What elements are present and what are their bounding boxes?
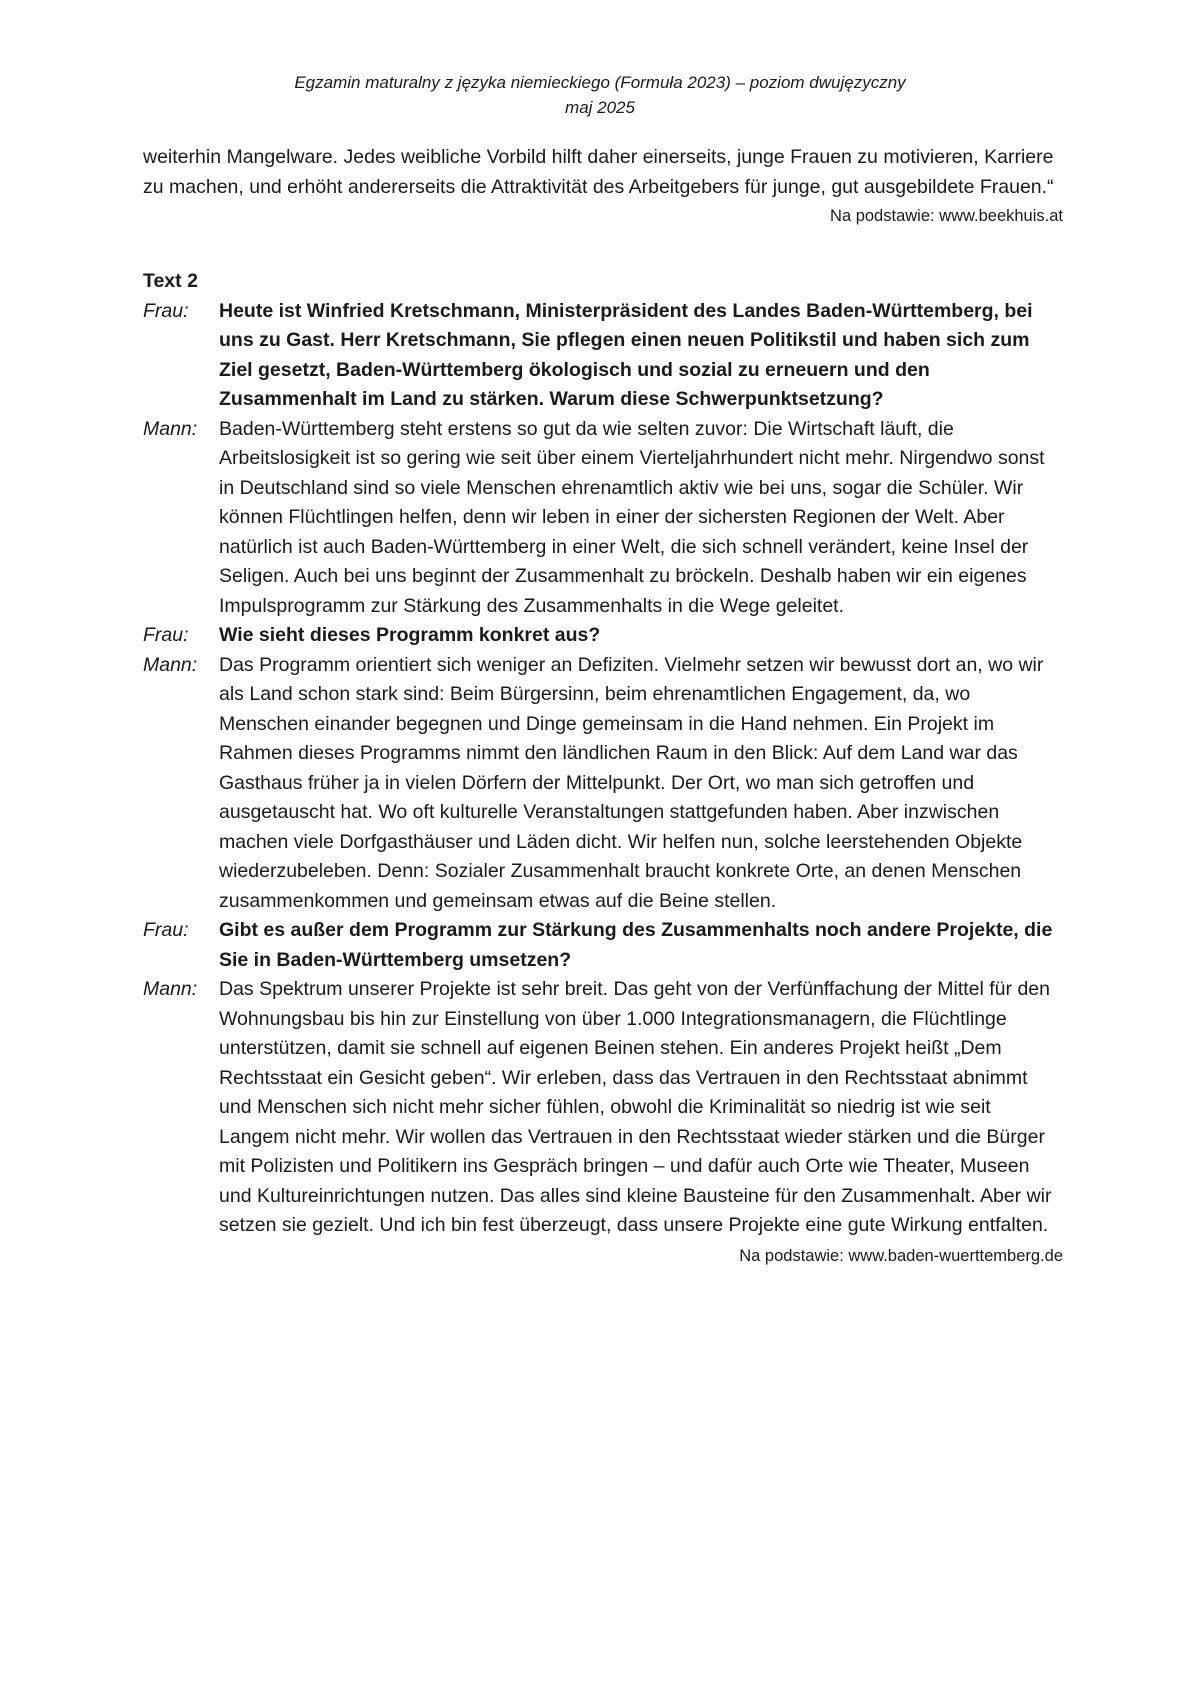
page-header [0,70,1200,120]
speaker-label: Frau: [143,919,189,941]
dialogue-turn [143,975,1063,1241]
interviewee-answer: Das Spektrum unserer Projekte ist sehr breit. Das geht von der Verfünffachung der Mittel für den Wohnungsbau bis hin zur Einstellung von über 1.000 Integrationsmanagern, die Flüchtlinge unterstützen, damit sie schnell auf eigenen Beinen stehen. Ein anderes Projekt heißt „Dem Rechtsstaat ein Gesicht geben“. Wir erleben, dass das Vertrauen in den Rechtsstaat abnimmt und Menschen sich nicht mehr sicher fühlen, obwohl die Kriminalität so niedrig ist wie seit Langem nicht mehr. Wir wollen das Vertrauen in den Rechtsstaat wieder stärken und die Bürger mit Polizisten und Politikern ins Gespräch bringen – und dafür auch Orte wie Theater, Museen und Kultureinrichtungen nutzen. Das alles sind kleine Bausteine für den Zusammenhalt. Aber wir setzen sie gezielt. Und ich bin fest überzeugt, dass unsere Projekte eine gute Wirkung entfalten. [219,978,1052,1236]
speaker-label: Mann: [143,417,198,440]
interviewee-answer: Baden-Württemberg steht erstens so gut da wie selten zuvor: Die Wirtschaft läuft, die Arbeitslosigkeit ist so gering wie seit über einem Vierteljahrhundert nicht mehr. Nirgendwo sonst in Deutschland sind so viele Menschen ehrenamtlich aktiv wie bei uns, sogar die Schüler. Wir können Flüchtlingen helfen, denn wir leben in einer der sichersten Regionen der Welt. Aber natürlich ist auch Baden-Württemberg in einer Welt, die sich schnell verändert, keine Insel der Seligen. Auch bei uns beginnt der Zusammenhalt zu bröckeln. Deshalb haben wir ein eigenes Impulsprogramm zur Stärkung des Zusammenhalts in die Wege geleitet. [219,417,1045,617]
page-content [143,143,1063,1267]
intro-source: Na podstawie: www.beekhuis.at [830,207,1063,225]
header-exam-title: Egzamin maturalny z języka niemieckiego (Formuła 2023) – poziom dwujęzyczny [294,73,906,92]
dialogue-turn [143,651,1063,917]
interviewee-answer: Das Programm orientiert sich weniger an Defiziten. Vielmehr setzen wir bewusst dort an, wo wir als Land schon stark sind: Beim Bürgersinn, beim ehrenamtlichen Engagement, da, wo Menschen einander begegnen und Dinge gemeinsam in die Hand nehmen. Ein Projekt im Rahmen dieses Programms nimmt den ländlichen Raum in den Blick: Auf dem Land war das Gasthaus früher ja in vielen Dörfern der Mittelpunkt. Der Ort, wo man sich getroffen und ausgetauscht hat. Wo oft kulturelle Veranstaltungen stattgefunden haben. Aber inzwischen machen viele Dorfgasthäuser und Läden dicht. Wir helfen nun, solche leerstehenden Objekte wiederzubeleben. Denn: Sozialer Zusammenhalt braucht konkrete Orte, an denen Menschen zusammenkommen und gemeinsam etwas auf die Beine stellen. [219,653,1044,912]
speaker-label: Frau: [143,299,189,322]
speaker-label: Mann: [143,653,198,676]
dialogue-turn [143,916,1063,975]
dialogue-turn [143,297,1063,415]
dialogue-turn [143,621,1063,651]
interviewer-question: Gibt es außer dem Programm zur Stärkung des Zusammenhalts noch andere Projekte, die Sie in Baden-Württemberg umsetzen? [219,919,1053,971]
interviewer-question: Heute ist Winfried Kretschmann, Ministerpräsident des Landes Baden-Württemberg, bei uns zu Gast. Herr Kretschmann, Sie pflegen einen neuen Politikstil und haben sich zum Ziel gesetzt, Baden-Württemberg ökologisch und sozial zu erneuern und den Zusammenhalt im Land zu stärken. Warum diese Schwerpunktsetzung? [219,299,1033,410]
interviewer-question: Wie sieht dieses Programm konkret aus? [219,624,601,646]
header-exam-date: maj 2025 [565,98,635,117]
text2-title: Text 2 [143,270,198,292]
dialogue-turn [143,415,1063,622]
speaker-label: Frau: [143,624,189,646]
intro-paragraph: weiterhin Mangelware. Jedes weibliche Vorbild hilft daher einerseits, junge Frauen zu motivieren, Karriere zu machen, und erhöht andererseits die Attraktivität des Arbeitgebers für junge, gut ausgebildete Frauen.“ [143,146,1054,198]
text2-source: Na podstawie: www.baden-wuerttemberg.de [739,1246,1063,1265]
dialogue [143,297,1063,1241]
speaker-label: Mann: [143,978,198,1000]
